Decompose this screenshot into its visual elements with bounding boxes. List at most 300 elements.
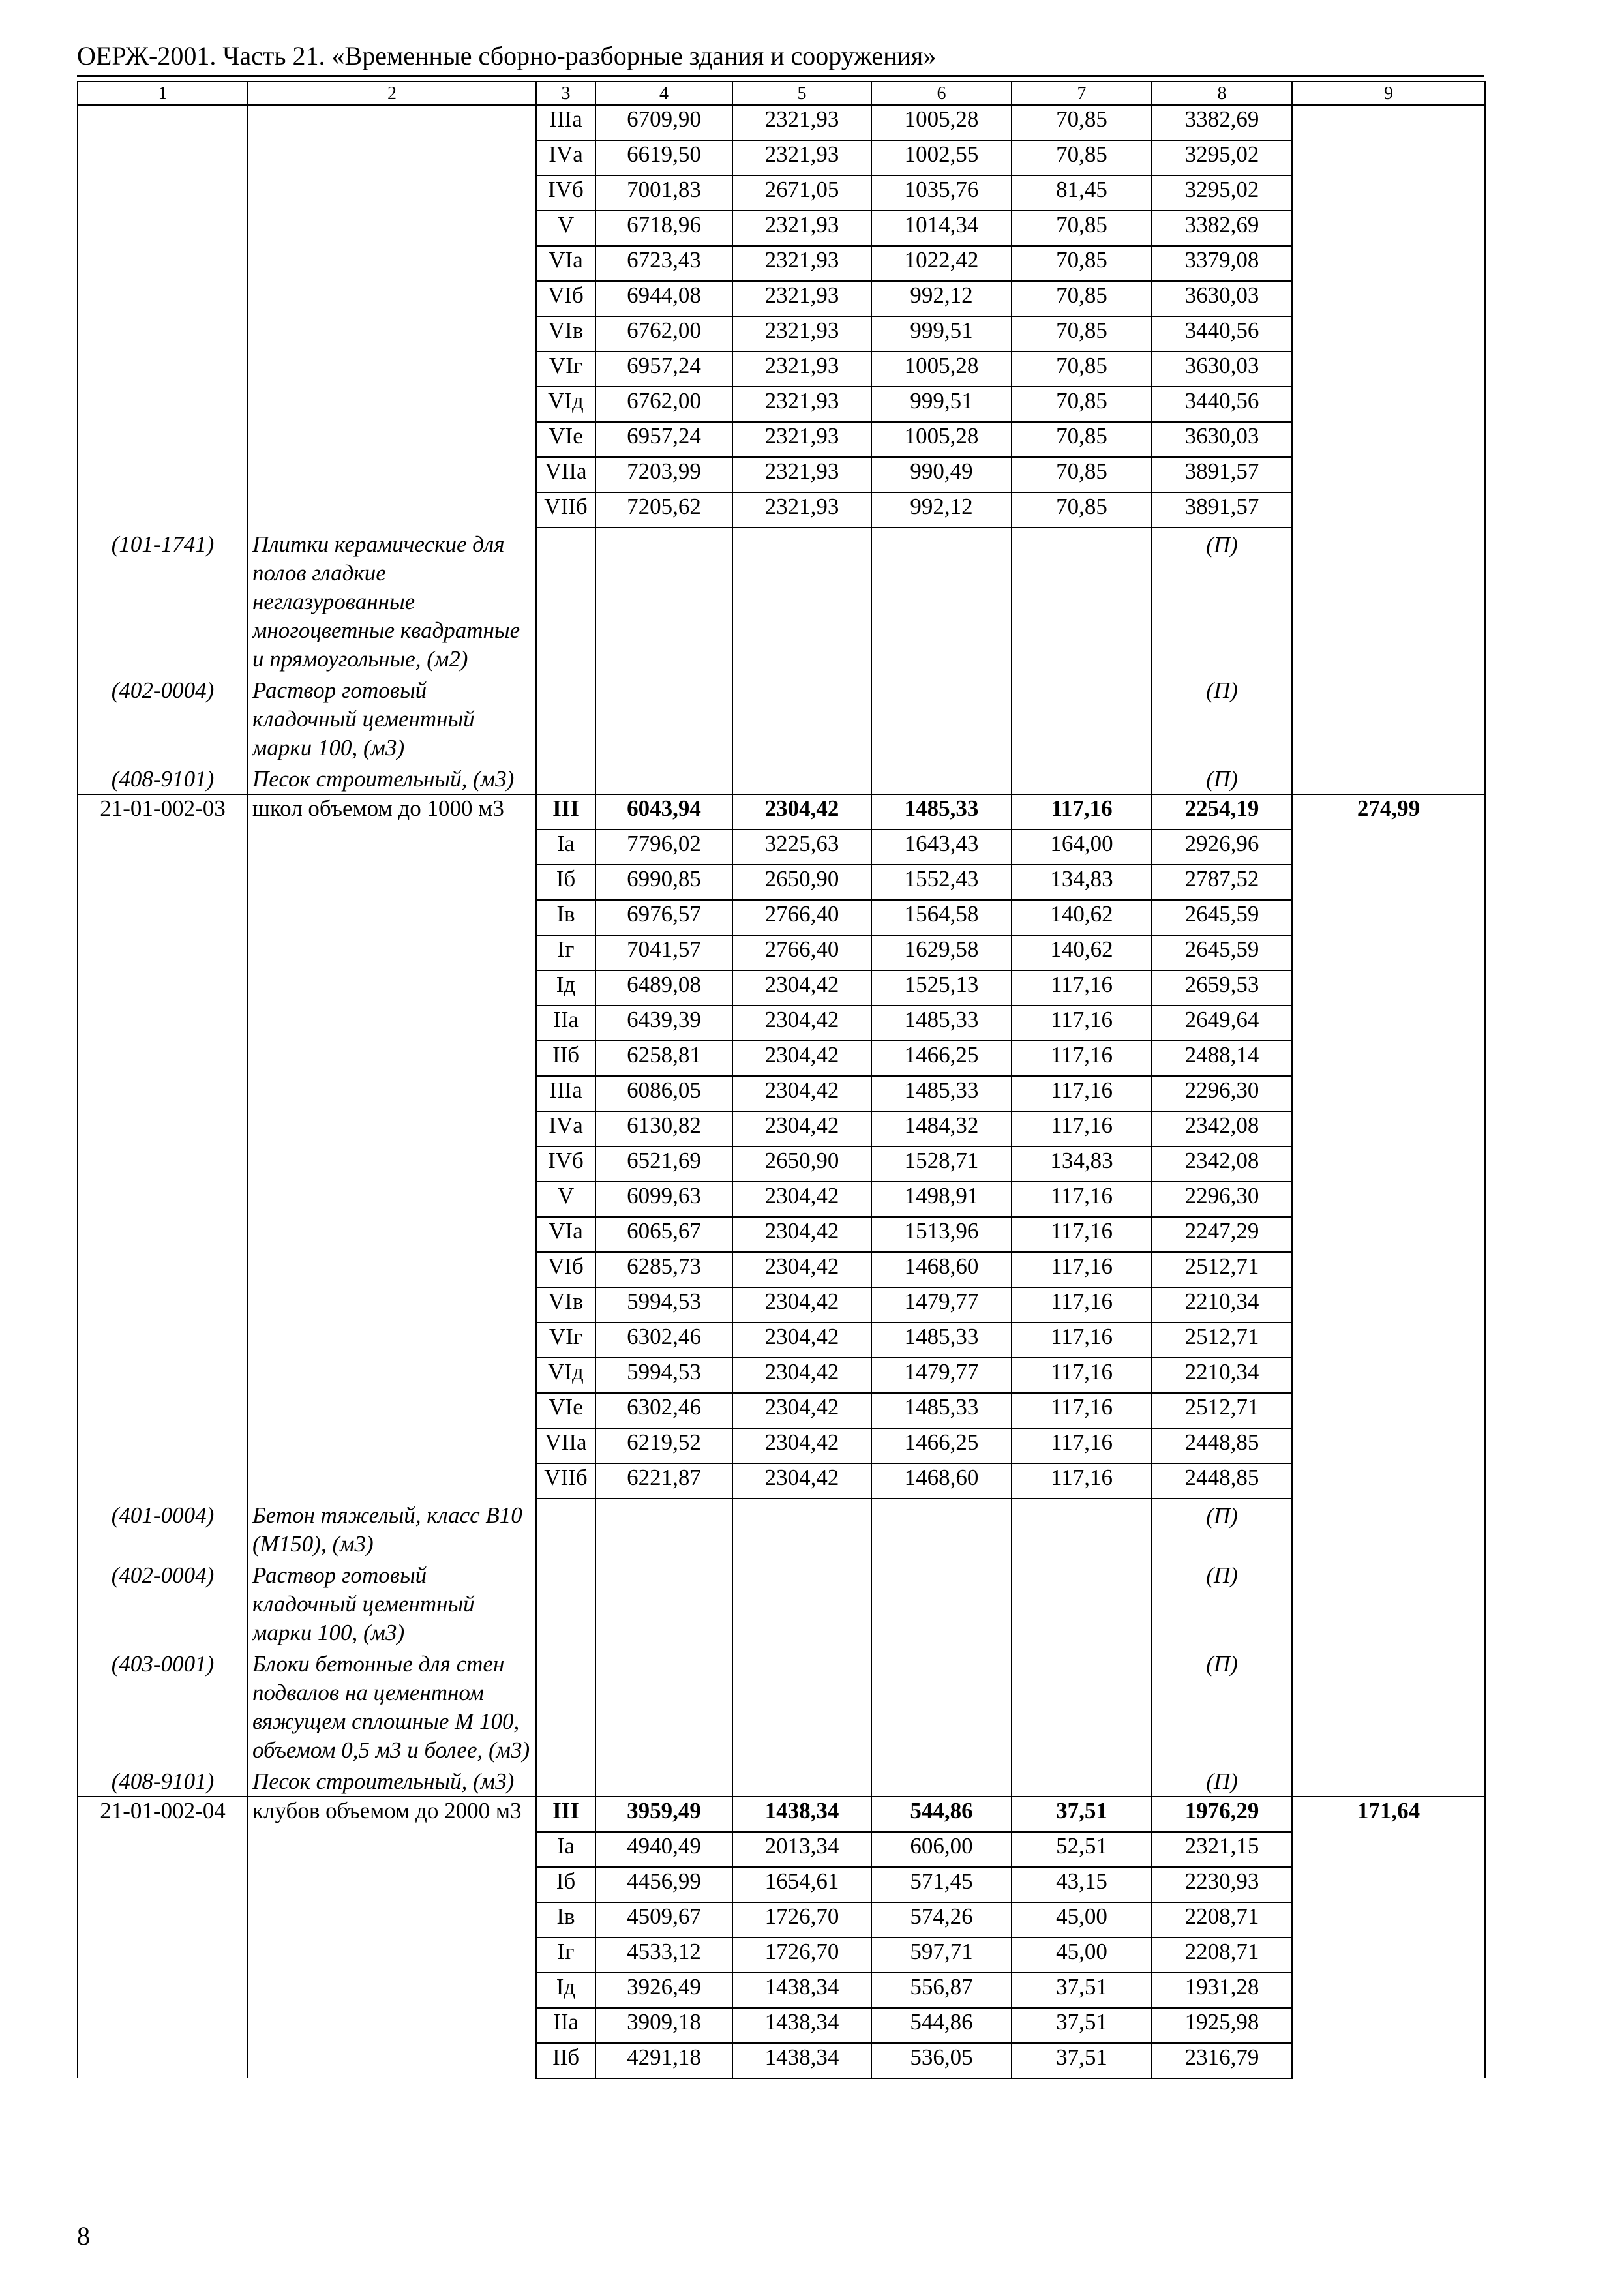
zone-cell: Iг: [536, 935, 595, 970]
value-cell: 1014,34: [871, 211, 1012, 246]
zone-cell: III: [536, 1797, 595, 1832]
zone-cell: VIд: [536, 387, 595, 422]
material-row: [78, 1499, 1485, 1559]
value-cell: 134,83: [1012, 1146, 1152, 1182]
code-cell: [78, 1973, 248, 2008]
value-cell: 117,16: [1012, 1358, 1152, 1393]
zone-cell: IVб: [536, 175, 595, 211]
zone-cell: IIб: [536, 2043, 595, 2078]
value-cell: 2321,93: [732, 352, 871, 387]
value-cell: 1485,33: [871, 794, 1012, 830]
value-cell: [1292, 1006, 1485, 1041]
table-row: [78, 175, 1485, 211]
value-cell: 2926,96: [1152, 830, 1292, 865]
name-cell: [248, 422, 536, 457]
value-cell: [1292, 1393, 1485, 1428]
value-cell: 1931,28: [1152, 1973, 1292, 2008]
value-cell: 2304,42: [732, 1323, 871, 1358]
value-cell: 70,85: [1012, 352, 1152, 387]
value-cell: 2321,93: [732, 387, 871, 422]
material-code: (101-1741): [111, 531, 215, 557]
name-cell: [248, 105, 536, 140]
value-cell: 6718,96: [595, 211, 732, 246]
value-cell: 6957,24: [595, 422, 732, 457]
value-cell: 6990,85: [595, 865, 732, 900]
table-row: [78, 1973, 1485, 2008]
code-cell: [78, 1323, 248, 1358]
table-row: [78, 1076, 1485, 1111]
value-cell: 3891,57: [1152, 457, 1292, 492]
code-cell: [78, 140, 248, 175]
value-cell: 2208,71: [1152, 1937, 1292, 1973]
code-cell: [78, 105, 248, 140]
column-number: 6: [871, 82, 1012, 105]
material-name: Песок строительный, (м3): [252, 766, 515, 792]
value-cell: 117,16: [1012, 1428, 1152, 1463]
name-cell: клубов объемом до 2000 м3: [248, 1797, 536, 1832]
empty-cell: [871, 674, 1012, 762]
value-cell: 1022,42: [871, 246, 1012, 281]
zone-cell: IIа: [536, 1006, 595, 1041]
empty-cell: [732, 1499, 871, 1559]
empty-cell: [595, 762, 732, 794]
code-cell: [78, 970, 248, 1006]
material-name-cell: [248, 1647, 536, 1765]
table-row: [78, 1006, 1485, 1041]
value-cell: 2342,08: [1152, 1146, 1292, 1182]
value-cell: 6762,00: [595, 387, 732, 422]
value-cell: [1292, 1111, 1485, 1146]
material-name: Раствор готовый кладочный цементный марки 100, (м3): [252, 1563, 475, 1645]
name-cell: [248, 935, 536, 970]
zone-cell: IIIа: [536, 105, 595, 140]
value-cell: 1564,58: [871, 900, 1012, 935]
table-row: [78, 1252, 1485, 1287]
value-cell: [1292, 1902, 1485, 1937]
value-cell: [1292, 422, 1485, 457]
value-cell: [1292, 1323, 1485, 1358]
value-cell: 2304,42: [732, 1428, 871, 1463]
table-row: [78, 1937, 1485, 1973]
material-code: (403-0001): [111, 1651, 215, 1677]
value-cell: 2512,71: [1152, 1252, 1292, 1287]
empty-cell: [1012, 1765, 1152, 1797]
value-cell: [1292, 830, 1485, 865]
zone-cell: VIд: [536, 1358, 595, 1393]
name-cell: [248, 352, 536, 387]
value-cell: [1292, 316, 1485, 352]
value-cell: [1292, 1146, 1485, 1182]
header-rule: [77, 75, 1484, 77]
empty-cell: [871, 1559, 1012, 1647]
value-cell: 70,85: [1012, 246, 1152, 281]
code-cell: [78, 1867, 248, 1902]
column-number-row: [78, 82, 1485, 105]
table-row: [78, 2008, 1485, 2043]
zone-cell: IIб: [536, 1041, 595, 1076]
value-cell: 990,49: [871, 457, 1012, 492]
value-cell: 6723,43: [595, 246, 732, 281]
value-cell: [1292, 900, 1485, 935]
zone-cell: VIг: [536, 352, 595, 387]
value-cell: 1484,32: [871, 1111, 1012, 1146]
value-cell: 70,85: [1012, 492, 1152, 528]
empty-cell: [1292, 1559, 1485, 1647]
name-cell: [248, 1393, 536, 1428]
value-cell: 2304,42: [732, 1393, 871, 1428]
zone-cell: VIг: [536, 1323, 595, 1358]
code-cell: [78, 1146, 248, 1182]
value-cell: 117,16: [1012, 1111, 1152, 1146]
empty-cell: [595, 1499, 732, 1559]
name-cell: [248, 1832, 536, 1867]
name-cell: [248, 1252, 536, 1287]
value-cell: 6302,46: [595, 1323, 732, 1358]
value-cell: 2512,71: [1152, 1323, 1292, 1358]
name-cell: [248, 900, 536, 935]
main-row: [78, 794, 1485, 830]
value-cell: 536,05: [871, 2043, 1012, 2078]
value-cell: [1292, 1832, 1485, 1867]
value-cell: 597,71: [871, 1937, 1012, 1973]
zone-cell: VIа: [536, 1217, 595, 1252]
value-cell: [1292, 1463, 1485, 1499]
zone-cell: VIб: [536, 1252, 595, 1287]
table-row: [78, 281, 1485, 316]
code-cell: [78, 1111, 248, 1146]
zone-cell: VIIа: [536, 457, 595, 492]
page-header: ОЕРЖ-2001. Часть 21. «Временные сборно-разборные здания и сооружения»: [77, 41, 937, 70]
value-cell: 2321,93: [732, 316, 871, 352]
code-cell: [78, 1832, 248, 1867]
empty-cell: [1292, 762, 1485, 794]
value-cell: 37,51: [1012, 1797, 1152, 1832]
table-row: [78, 2043, 1485, 2078]
value-cell: [1292, 2008, 1485, 2043]
table-row: [78, 970, 1485, 1006]
value-cell: 117,16: [1012, 1217, 1152, 1252]
empty-cell: [595, 1647, 732, 1765]
value-cell: [1292, 105, 1485, 140]
value-cell: 140,62: [1012, 935, 1152, 970]
value-cell: [1292, 246, 1485, 281]
value-cell: 2296,30: [1152, 1076, 1292, 1111]
value-cell: 117,16: [1012, 970, 1152, 1006]
value-cell: [1292, 1182, 1485, 1217]
column-number: 9: [1292, 82, 1485, 105]
value-cell: 70,85: [1012, 105, 1152, 140]
code-cell: [78, 492, 248, 528]
value-cell: 2321,93: [732, 492, 871, 528]
value-cell: 2321,93: [732, 105, 871, 140]
value-cell: 3440,56: [1152, 316, 1292, 352]
value-cell: 6709,90: [595, 105, 732, 140]
value-cell: 117,16: [1012, 794, 1152, 830]
name-cell: [248, 2043, 536, 2078]
value-cell: 544,86: [871, 1797, 1012, 1832]
code-cell: [78, 246, 248, 281]
value-cell: 5994,53: [595, 1287, 732, 1323]
value-cell: 1005,28: [871, 422, 1012, 457]
value-cell: 3959,49: [595, 1797, 732, 1832]
value-cell: 117,16: [1012, 1287, 1152, 1323]
value-cell: 1438,34: [732, 1973, 871, 2008]
name-cell: [248, 865, 536, 900]
value-cell: [1292, 935, 1485, 970]
value-cell: 1726,70: [732, 1902, 871, 1937]
name-cell: [248, 387, 536, 422]
value-cell: 2649,64: [1152, 1006, 1292, 1041]
value-cell: [1292, 970, 1485, 1006]
material-name-cell: [248, 674, 536, 762]
name-cell: [248, 1006, 536, 1041]
name-cell: [248, 316, 536, 352]
value-cell: 1485,33: [871, 1323, 1012, 1358]
value-cell: 6619,50: [595, 140, 732, 175]
value-cell: 117,16: [1012, 1393, 1152, 1428]
value-cell: 574,26: [871, 1902, 1012, 1937]
value-cell: 3295,02: [1152, 140, 1292, 175]
name-cell: [248, 492, 536, 528]
value-cell: 2208,71: [1152, 1902, 1292, 1937]
material-name: Бетон тяжелый, класс В10 (М150), (м3): [252, 1503, 522, 1557]
table-row: [78, 1287, 1485, 1323]
code-cell: [78, 422, 248, 457]
value-cell: [1292, 387, 1485, 422]
value-cell: 3630,03: [1152, 352, 1292, 387]
code-cell: [78, 2043, 248, 2078]
table-row: [78, 935, 1485, 970]
material-note-cell: [1152, 1647, 1292, 1765]
value-cell: 2230,93: [1152, 1867, 1292, 1902]
zone-cell: VIе: [536, 422, 595, 457]
value-cell: 1525,13: [871, 970, 1012, 1006]
value-cell: 571,45: [871, 1867, 1012, 1902]
empty-cell: [1012, 1647, 1152, 1765]
material-note: (П): [1206, 678, 1238, 703]
material-row: [78, 1559, 1485, 1647]
empty-cell: [1012, 1559, 1152, 1647]
zone-cell: V: [536, 1182, 595, 1217]
empty-cell: [732, 762, 871, 794]
name-cell: [248, 1041, 536, 1076]
material-code-cell: [78, 528, 248, 674]
empty-cell: [732, 1765, 871, 1797]
value-cell: 70,85: [1012, 211, 1152, 246]
value-cell: 43,15: [1012, 1867, 1152, 1902]
empty-cell: [536, 1765, 595, 1797]
empty-cell: [732, 674, 871, 762]
value-cell: 134,83: [1012, 865, 1152, 900]
value-cell: 544,86: [871, 2008, 1012, 2043]
zone-cell: Iд: [536, 1973, 595, 2008]
value-cell: 1485,33: [871, 1006, 1012, 1041]
value-cell: 117,16: [1012, 1323, 1152, 1358]
material-code-cell: [78, 1499, 248, 1559]
code-cell: [78, 1287, 248, 1323]
empty-cell: [871, 1647, 1012, 1765]
value-cell: 1468,60: [871, 1252, 1012, 1287]
value-cell: 3909,18: [595, 2008, 732, 2043]
name-cell: [248, 1428, 536, 1463]
value-cell: 2304,42: [732, 1076, 871, 1111]
empty-cell: [1292, 1499, 1485, 1559]
name-cell: [248, 140, 536, 175]
empty-cell: [536, 1559, 595, 1647]
zone-cell: IVа: [536, 1111, 595, 1146]
value-cell: 37,51: [1012, 2008, 1152, 2043]
value-cell: 4940,49: [595, 1832, 732, 1867]
value-cell: 117,16: [1012, 1463, 1152, 1499]
table-row: [78, 457, 1485, 492]
value-cell: 6086,05: [595, 1076, 732, 1111]
material-code: (408-9101): [111, 1769, 215, 1794]
value-cell: 117,16: [1012, 1076, 1152, 1111]
zone-cell: Iв: [536, 900, 595, 935]
value-cell: 117,16: [1012, 1252, 1152, 1287]
name-cell: [248, 175, 536, 211]
name-cell: [248, 830, 536, 865]
empty-cell: [871, 528, 1012, 674]
material-note-cell: [1152, 1765, 1292, 1797]
code-cell: 21-01-002-04: [78, 1797, 248, 1832]
value-cell: 2304,42: [732, 1358, 871, 1393]
code-cell: [78, 211, 248, 246]
value-cell: 7205,62: [595, 492, 732, 528]
value-cell: 2659,53: [1152, 970, 1292, 1006]
value-cell: 1485,33: [871, 1393, 1012, 1428]
material-note: (П): [1206, 1503, 1238, 1529]
name-cell: [248, 1973, 536, 2008]
value-cell: 2645,59: [1152, 935, 1292, 970]
value-cell: 117,16: [1012, 1041, 1152, 1076]
value-cell: 6439,39: [595, 1006, 732, 1041]
code-cell: [78, 830, 248, 865]
name-cell: [248, 1937, 536, 1973]
material-code-cell: [78, 1559, 248, 1647]
value-cell: 3382,69: [1152, 105, 1292, 140]
value-cell: 6043,94: [595, 794, 732, 830]
value-cell: 6285,73: [595, 1252, 732, 1287]
value-cell: 2321,93: [732, 140, 871, 175]
material-note: (П): [1206, 1563, 1238, 1588]
zone-cell: IIа: [536, 2008, 595, 2043]
value-cell: [1292, 175, 1485, 211]
value-cell: 3379,08: [1152, 246, 1292, 281]
value-cell: 2304,42: [732, 794, 871, 830]
value-cell: [1292, 1041, 1485, 1076]
name-cell: [248, 457, 536, 492]
value-cell: 3440,56: [1152, 387, 1292, 422]
value-cell: 2247,29: [1152, 1217, 1292, 1252]
value-cell: [1292, 457, 1485, 492]
table-row: [78, 1832, 1485, 1867]
value-cell: 6099,63: [595, 1182, 732, 1217]
table-row: [78, 105, 1485, 140]
zone-cell: VIв: [536, 316, 595, 352]
material-row: [78, 674, 1485, 762]
empty-cell: [1012, 762, 1152, 794]
value-cell: 6521,69: [595, 1146, 732, 1182]
column-number: 8: [1152, 82, 1292, 105]
empty-cell: [1292, 674, 1485, 762]
material-name: Раствор готовый кладочный цементный марки 100, (м3): [252, 678, 475, 760]
value-cell: [1292, 492, 1485, 528]
zone-cell: VIе: [536, 1393, 595, 1428]
code-cell: [78, 1076, 248, 1111]
value-cell: 2304,42: [732, 970, 871, 1006]
material-name-cell: [248, 1765, 536, 1797]
code-cell: 21-01-002-03: [78, 794, 248, 830]
material-note-cell: [1152, 528, 1292, 674]
value-cell: 6957,24: [595, 352, 732, 387]
material-name: Блоки бетонные для стен подвалов на цементном вяжущем сплошные М 100, объемом 0,5 м3 и более, (м3): [252, 1651, 530, 1763]
value-cell: 556,87: [871, 1973, 1012, 2008]
value-cell: 4509,67: [595, 1902, 732, 1937]
value-cell: 6219,52: [595, 1428, 732, 1463]
value-cell: 1498,91: [871, 1182, 1012, 1217]
table-row: [78, 492, 1485, 528]
material-name: Песок строительный, (м3): [252, 1769, 515, 1794]
zone-cell: III: [536, 794, 595, 830]
value-cell: 4533,12: [595, 1937, 732, 1973]
value-cell: 2321,93: [732, 246, 871, 281]
value-cell: 52,51: [1012, 1832, 1152, 1867]
table-row: [78, 1463, 1485, 1499]
name-cell: [248, 1902, 536, 1937]
name-cell: [248, 1217, 536, 1252]
zone-cell: VIIб: [536, 492, 595, 528]
table-row: [78, 1217, 1485, 1252]
value-cell: 2671,05: [732, 175, 871, 211]
empty-cell: [536, 1499, 595, 1559]
value-cell: 274,99: [1292, 794, 1485, 830]
value-cell: 1468,60: [871, 1463, 1012, 1499]
value-cell: [1292, 140, 1485, 175]
value-cell: [1292, 1217, 1485, 1252]
name-cell: [248, 970, 536, 1006]
material-code-cell: [78, 762, 248, 794]
value-cell: 1643,43: [871, 830, 1012, 865]
code-cell: [78, 1252, 248, 1287]
value-cell: 1466,25: [871, 1041, 1012, 1076]
value-cell: 2013,34: [732, 1832, 871, 1867]
value-cell: 2448,85: [1152, 1463, 1292, 1499]
empty-cell: [536, 762, 595, 794]
material-code: (401-0004): [111, 1503, 215, 1528]
value-cell: [1292, 1358, 1485, 1393]
value-cell: 81,45: [1012, 175, 1152, 211]
value-cell: 1976,29: [1152, 1797, 1292, 1832]
table-row: [78, 1146, 1485, 1182]
name-cell: [248, 1111, 536, 1146]
value-cell: 3630,03: [1152, 281, 1292, 316]
material-name-cell: [248, 1559, 536, 1647]
empty-cell: [595, 1765, 732, 1797]
empty-cell: [732, 1559, 871, 1647]
value-cell: 999,51: [871, 387, 1012, 422]
value-cell: 6944,08: [595, 281, 732, 316]
value-cell: 2296,30: [1152, 1182, 1292, 1217]
value-cell: [1292, 1076, 1485, 1111]
value-cell: [1292, 352, 1485, 387]
zone-cell: VIIа: [536, 1428, 595, 1463]
value-cell: [1292, 281, 1485, 316]
value-cell: 1925,98: [1152, 2008, 1292, 2043]
material-name-cell: [248, 528, 536, 674]
value-cell: 140,62: [1012, 900, 1152, 935]
value-cell: 1005,28: [871, 105, 1012, 140]
